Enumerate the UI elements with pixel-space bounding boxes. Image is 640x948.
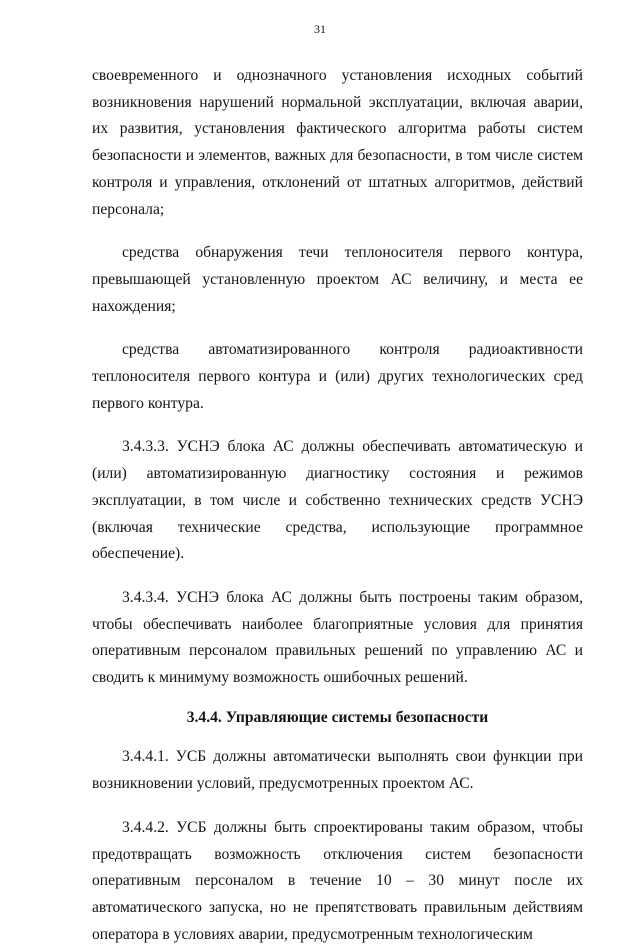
paragraph-leak-detection: средства обнаружения течи теплоносителя первого контура, превышающей установленную проектом АС величину, и места ее нахождения; [92, 244, 583, 315]
paragraph-3-4-3-4: 3.4.3.4. УСНЭ блока АС должны быть построены таким образом, чтобы обеспечивать наиболее благоприятные условия для принятия оперативным персоналом правильных решений по управлению АС и сводить к минимуму возможность ошибочных решений. [92, 588, 583, 687]
paragraph-radioactivity-control: средства автоматизированного контроля радиоактивности теплоносителя первого контура и (или) других технологических сред первого контура. [92, 341, 583, 412]
page-number: 31 [314, 22, 326, 36]
section-heading-3-4-4: 3.4.4. Управляющие системы безопасности [186, 708, 489, 726]
paragraph-continuation: своевременного и однозначного установления исходных событий возникновения нарушений нормальной эксплуатации, включая аварии, их развития, установления фактического алгоритма работы систем безопасности и элементов, важных для безопасности, в том числе систем контроля и управления, отклонений от штатных алгоритмов, действий персонала; [92, 67, 583, 218]
paragraph-3-4-4-1: 3.4.4.1. УСБ должны автоматически выполнять свои функции при возникновении условий, предусмотренных проектом АС. [92, 748, 583, 793]
paragraph-3-4-3-3: 3.4.3.3. УСНЭ блока АС должны обеспечивать автоматическую и (или) автоматизированную диагностику состояния и режимов эксплуатации, в том числе и собственно технических средств УСНЭ (включая технические средства, использующие программное обеспечение). [92, 438, 583, 563]
document-body [92, 63, 583, 948]
paragraph-3-4-4-2: 3.4.4.2. УСБ должны быть спроектированы таким образом, чтобы предотвращать возможность отключения систем безопасности оперативным персоналом в течение 10 – 30 минут после их автоматического запуска, но не препятствовать правильным действиям оператора в условиях аварии, предусмотренным технологическим [92, 818, 583, 943]
